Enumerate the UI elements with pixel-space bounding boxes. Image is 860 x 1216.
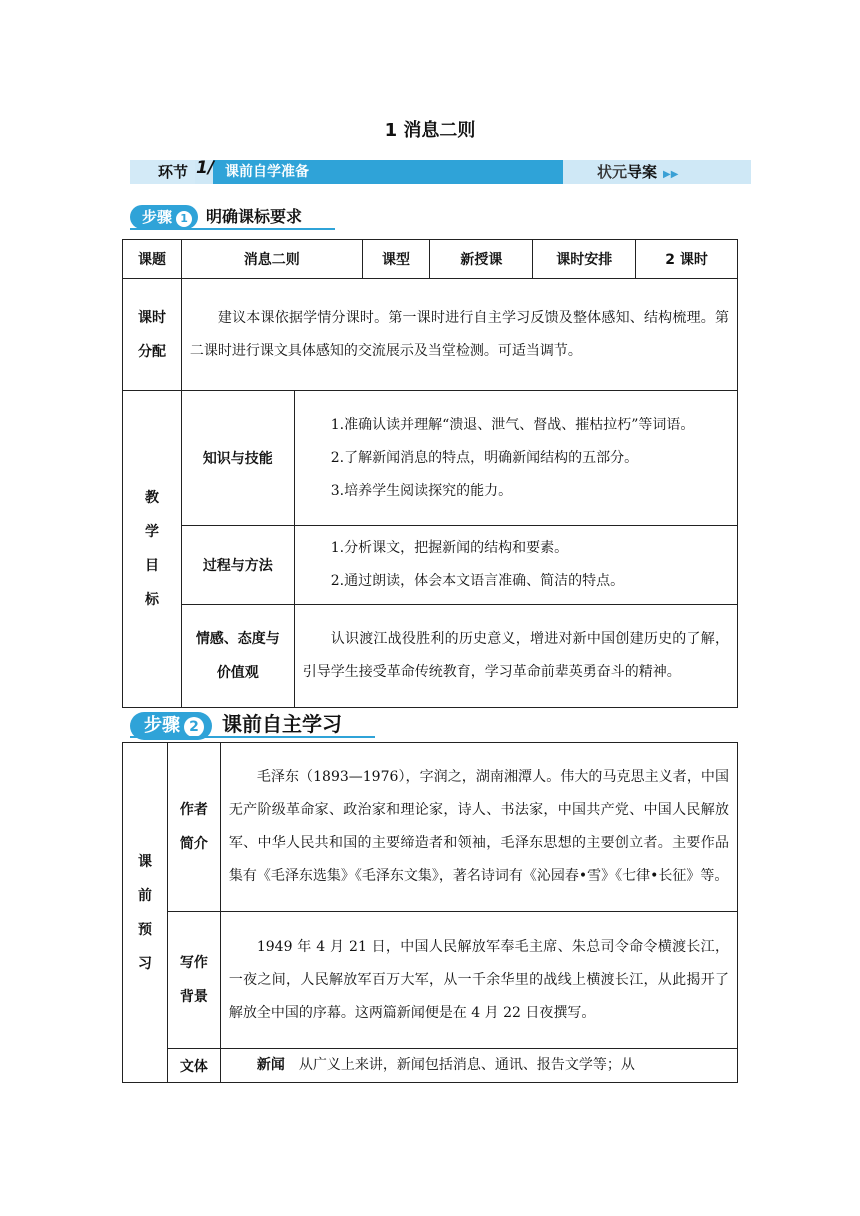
background-text: 1949 年 4 月 21 日，中国人民解放军奉毛主席、朱总司令命令横渡长江，一夜之间，人民解放军百万大军，从一千余华里的战线上横渡长江，从此揭开了解放全中国的序幕。这两篇新闻便是在 4 月 22 日夜撰写。	[220, 912, 737, 1049]
course-standard-table	[122, 239, 738, 708]
goal-emotion-text: 认识渡江战役胜利的历史意义，增进对新中国创建历史的了解，引导学生接受革命传统教育，学习革命前辈英勇奋斗的精神。	[294, 605, 737, 708]
banner-brand-a: 状元	[597, 163, 628, 181]
type-value: 新授课	[430, 240, 533, 279]
double-chevron-icon: ▶▶	[663, 169, 679, 180]
author-label: 作者 简介	[167, 743, 220, 912]
step2-title: 课前自主学习	[222, 712, 342, 736]
goal-knowledge-text: 1.准确认读并理解“溃退、泄气、督战、摧枯拉朽”等词语。 2.了解新闻消息的特点，明确新闻结构的五部分。 3.培养学生阅读探究的能力。	[294, 391, 737, 526]
step2-heading	[130, 708, 342, 738]
document-title: 1 消息二则	[384, 120, 476, 141]
step2-number: 2	[184, 717, 204, 737]
allocation-text: 建议本课依据学情分课时。第一课时进行自主学习反馈及整体感知、结构梳理。第二课时进行课文具体感知的交流展示及当堂检测。可适当调节。	[181, 279, 737, 391]
goals-label: 教 学 目 标	[123, 391, 182, 708]
background-label: 写作 背景	[167, 912, 220, 1049]
banner-stage-number: 1/	[196, 158, 215, 178]
step1-title: 明确课标要求	[206, 207, 303, 226]
allocation-label: 课时 分配	[123, 279, 182, 391]
goal-process-text: 1.分析课文，把握新闻的结构和要素。 2.通过朗读，体会本文语言准确、简洁的特点。	[294, 526, 737, 605]
step2-underline	[130, 736, 375, 738]
banner-brand	[563, 160, 751, 184]
goal-knowledge-label: 知识与技能	[181, 391, 294, 526]
course-label: 课题	[123, 240, 182, 279]
banner-stage-label: 环节	[130, 160, 195, 184]
goal-emotion-label: 情感、态度与 价值观	[181, 605, 294, 708]
author-text: 毛泽东（1893—1976），字润之，湖南湘潭人。伟大的马克思主义者，中国无产阶级革命家、政治家和理论家，诗人、书法家，中国共产党、中国人民解放军、中华人民共和国的主要缔造者和领袖，毛泽东思想的主要创立者。主要作品集有《毛泽东选集》《毛泽东文集》，著名诗词有《沁园春•雪》《七律•长征》等。	[220, 743, 737, 912]
genre-keyword: 新闻	[256, 1057, 285, 1073]
preview-table	[122, 742, 738, 1083]
step1-pill	[130, 205, 198, 229]
banner-stage-title: 课前自学准备	[213, 160, 593, 184]
step2-label: 步骤	[144, 715, 180, 736]
time-label: 课时安排	[533, 240, 636, 279]
type-label: 课型	[362, 240, 430, 279]
section-banner	[130, 160, 751, 184]
step1-underline	[130, 228, 335, 230]
genre-label: 文体	[167, 1049, 220, 1083]
genre-text	[220, 1049, 737, 1083]
time-value: 2 课时	[636, 240, 738, 279]
genre-description: 从广义上来讲，新闻包括消息、通讯、报告文学等；从	[298, 1057, 635, 1073]
step1-label: 步骤	[142, 208, 173, 226]
step1-heading	[130, 204, 302, 230]
course-value: 消息二则	[181, 240, 362, 279]
preview-side-label: 课 前 预 习	[123, 743, 168, 1083]
step1-number: 1	[176, 211, 192, 227]
goal-process-label: 过程与方法	[181, 526, 294, 605]
banner-brand-b: 导案	[627, 163, 658, 181]
